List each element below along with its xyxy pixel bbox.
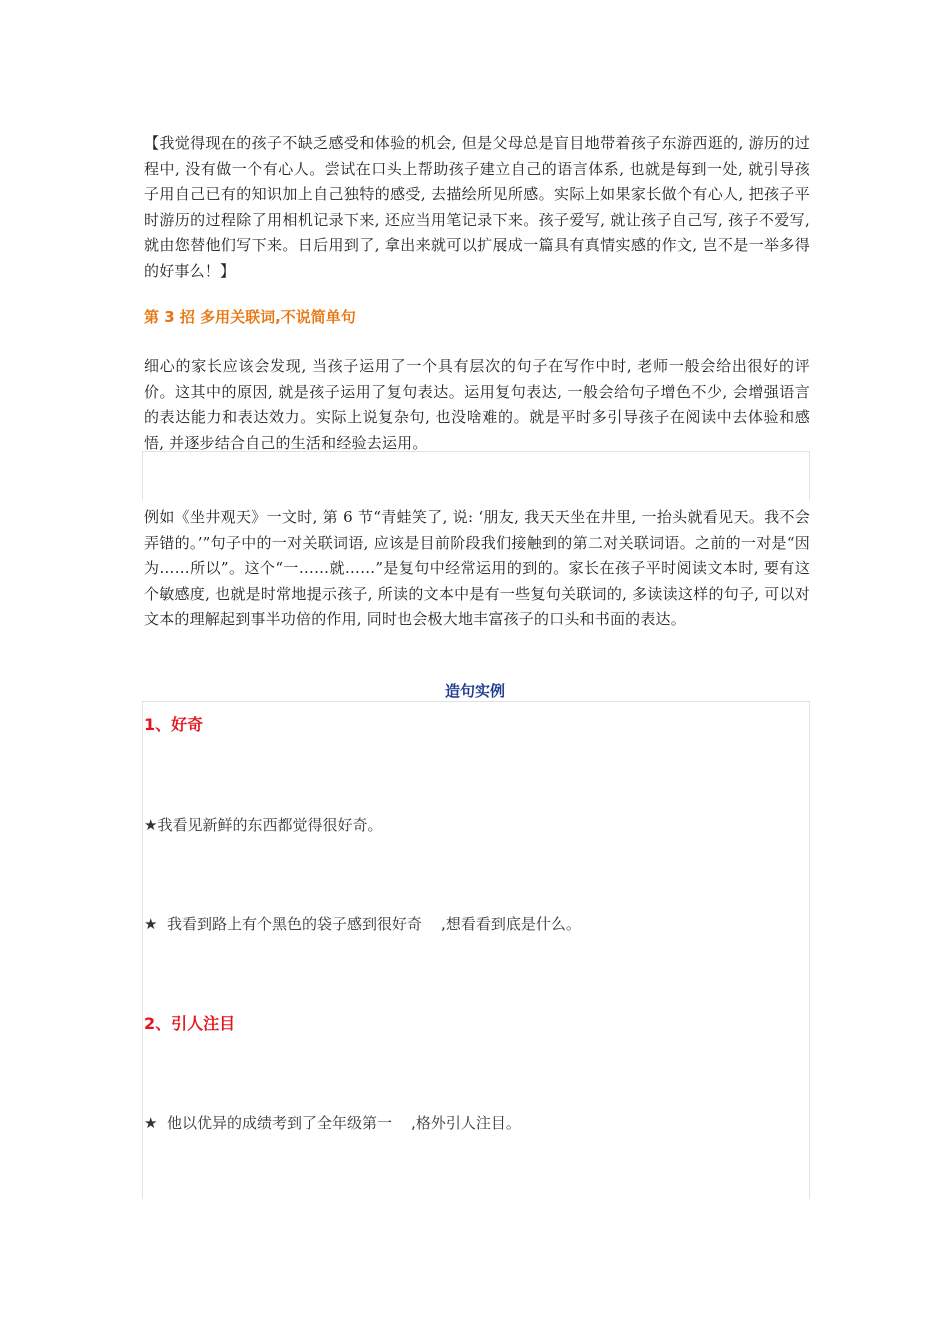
example-sentence: ★ 我看到路上有个黑色的袋子感到很好奇 ,想看看到底是什么。: [144, 915, 581, 933]
examples-title: 造句实例: [444, 682, 505, 700]
example-heading-2: 2、引人注目: [144, 1014, 236, 1033]
example-paragraph: 例如《坐井观天》一文时, 第 6 节“青蛙笑了, 说: ‘朋友, 我天天坐在井里, 一抬头就看见天。我不会弄错的。’”句子中的一对关联词语, 应该是目前阶段我们接触到的第二对关联词语。之前的一对是“因为……所以”。这个“一……就……”是复句中经常运用的到的。家长在孩子平时阅读文本时, 要有这个敏感度, 也就是时常地提示孩子, 所读的文本中是有一些复句关联词的, 多读读这样的句子, 可以对文本的理解起到事半功倍的作用, 同时也会极大地丰富孩子的口头和书面的表达。: [144, 508, 810, 628]
empty-frame: [142, 451, 810, 500]
example-sentence: ★我看见新鲜的东西都觉得很好奇。: [144, 816, 383, 834]
detail-paragraph: 细心的家长应该会发现, 当孩子运用了一个具有层次的句子在写作中时, 老师一般会给出很好的评价。这其中的原因, 就是孩子运用了复句表达。运用复句表达, 一般会给句子增色不少, 会增强语言的表达能力和表达效力。实际上说复杂句, 也没啥难的。就是平时多引导孩子在阅读中去体验和感悟, 并逐步结合自己的生活和经验去运用。: [144, 357, 810, 452]
section-heading: 第 3 招 多用关联词,不说简单句: [144, 308, 356, 326]
intro-paragraph: 【我觉得现在的孩子不缺乏感受和体验的机会, 但是父母总是盲目地带着孩子东游西逛的, 游历的过程中, 没有做一个有心人。尝试在口头上帮助孩子建立自己的语言体系, 也就是每到一处, 就引导孩子用自己已有的知识加上自己独特的感受, 去描绘所见所感。实际上如果家长做个有心人, 把孩子平时游历的过程除了用相机记录下来, 还应当用笔记录下来。孩子爱写, 就让孩子自己写, 孩子不爱写, 就由您替他们写下来。日后用到了, 拿出来就可以扩展成一篇具有真情实感的作文, 岂不是一举多得的好事么！】: [144, 134, 810, 280]
example-sentence: ★ 他以优异的成绩考到了全年级第一 ,格外引人注目。: [144, 1114, 521, 1132]
example-heading-1: 1、好奇: [144, 715, 204, 734]
